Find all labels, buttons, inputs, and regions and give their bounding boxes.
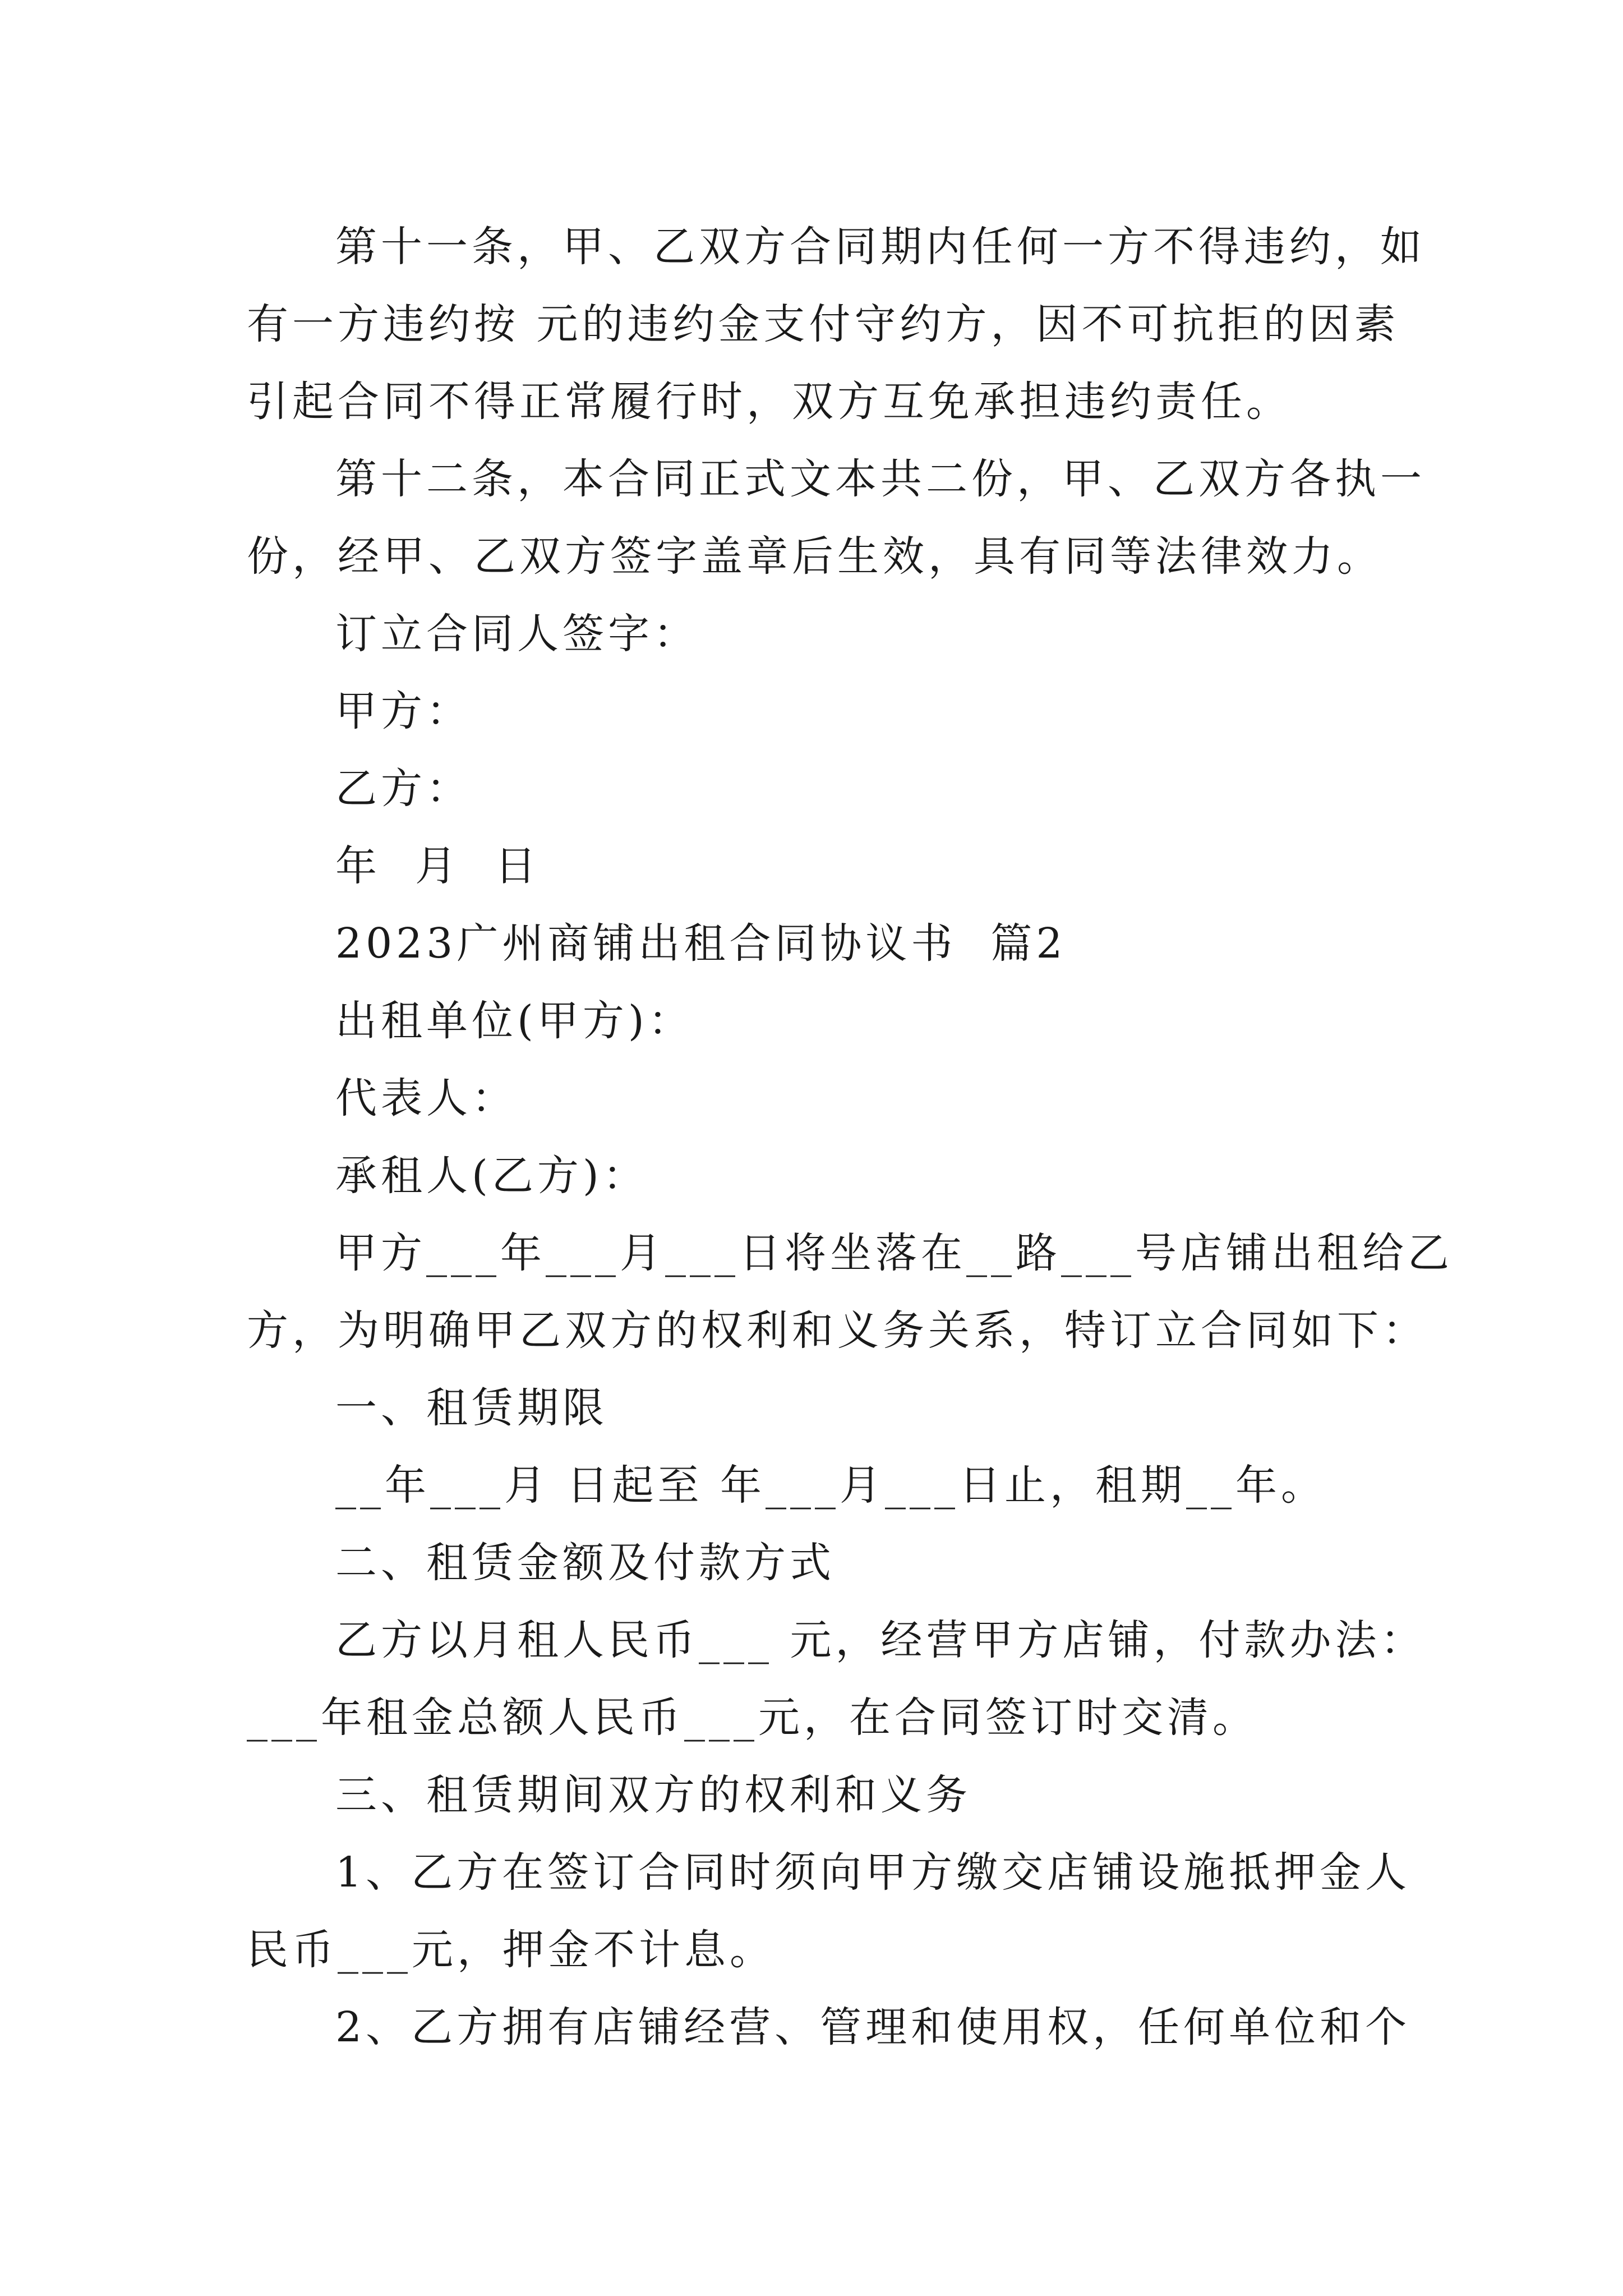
contract-title: 2023广州商铺出租合同协议书 篇2 <box>335 919 1067 968</box>
rent-line-1: 乙方以月租人民币___ 元，经营甲方店铺，付款办法： <box>335 1616 1426 1664</box>
lessee-label: 承租人(乙方)： <box>335 1152 648 1200</box>
representative-label: 代表人： <box>335 1074 517 1122</box>
lessor-label: 出租单位(甲方)： <box>335 997 694 1045</box>
clause-2-line-1: 2、乙方拥有店铺经营、管理和使用权，任何单位和个 <box>335 2003 1411 2051</box>
article-12-line-1: 第十二条，本合同正式文本共二份，甲、乙双方各执一 <box>335 455 1426 503</box>
party-b-signature: 乙方： <box>335 765 472 813</box>
signature-date: 年 月 日 <box>335 842 541 890</box>
section-3-heading: 三、租赁期间双方的权利和义务 <box>335 1771 971 1819</box>
preamble-line-1: 甲方___年___月___日将坐落在__路___号店铺出租给乙 <box>335 1229 1453 1277</box>
clause-1-line-1: 1、乙方在签订合同时须向甲方缴交店铺设施抵押金人 <box>335 1848 1411 1897</box>
signature-heading: 订立合同人签字： <box>335 610 699 658</box>
lease-term-line: __年___月 日起至 年___月___日止，租期__年。 <box>335 1461 1327 1510</box>
article-11-line-1: 第十一条，甲、乙双方合同期内任何一方不得违约，如 <box>335 223 1426 271</box>
rent-line-2: ___年租金总额人民币___元，在合同签订时交清。 <box>247 1694 1258 1742</box>
preamble-line-2: 方，为明确甲乙双方的权利和义务关系，特订立合同如下： <box>247 1306 1428 1355</box>
section-1-heading: 一、租赁期限 <box>335 1384 608 1432</box>
article-11-line-3: 引起合同不得正常履行时，双方互免承担违约责任。 <box>247 378 1292 426</box>
article-12-line-2: 份，经甲、乙双方签字盖章后生效，具有同等法律效力。 <box>247 532 1382 581</box>
section-2-heading: 二、租赁金额及付款方式 <box>335 1539 835 1587</box>
article-11-line-2: 有一方违约按 元的违约金支付守约方，因不可抗拒的因素 <box>247 300 1400 348</box>
clause-1-line-2: 民币___元，押金不计息。 <box>247 1926 775 1974</box>
party-a-signature: 甲方： <box>335 687 472 735</box>
